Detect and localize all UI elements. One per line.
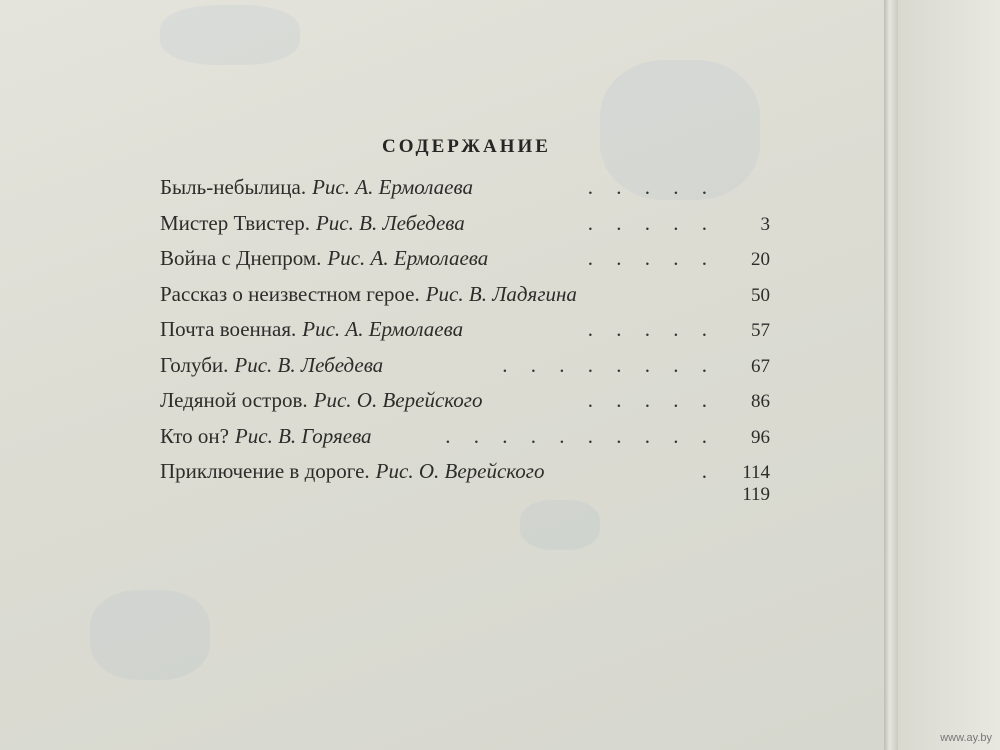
entry-page: 114 [742,462,770,483]
entry-page: 67 [751,355,770,377]
dot-leader: . . . . . . . . [502,352,716,377]
toc-entry [160,383,770,419]
dot-leader: . . . . . [587,388,716,412]
entry-page: 96 [751,426,770,448]
show-through-blot [520,500,600,550]
entry-page: 50 [751,284,770,306]
entry-illustrator: Рис. А. Ермолаева [312,175,473,199]
entry-title: Рассказ о неизвестном герое. [160,281,420,306]
entry-page: 119 [742,483,770,505]
toc-entry [160,206,770,242]
entry-title: Мистер Твистер. [160,210,310,235]
table-of-contents [160,168,770,505]
entry-illustrator: Рис. О. Верейского [313,388,483,412]
entry-page: 20 [751,249,770,270]
toc-entry [160,170,770,206]
page-edge [884,0,898,750]
toc-heading: СОДЕРЖАНИЕ [382,136,551,157]
entry-illustrator: Рис. А. Ермолаева [327,246,489,270]
entry-title: Голуби. [160,352,229,377]
entry-title: Ледяной остров. [160,388,308,412]
dot-leader: . . . . . [587,210,716,235]
entry-page: 86 [751,391,770,412]
toc-entry [160,348,770,384]
entry-illustrator: Рис. В. Лебедева [315,210,465,235]
entry-illustrator: Рис. А. Ермолаева [302,317,464,341]
watermark: www.ay.by [940,732,992,744]
dot-leader: . . . . . . . . . . [445,423,716,448]
show-through-blot [90,590,210,680]
toc-entry [160,312,770,348]
entry-illustrator: Рис. В. Ладягина [425,281,577,306]
entry-page: 57 [751,320,770,341]
adjacent-page [898,0,1000,750]
entry-title: Война с Днепром. [160,246,322,270]
toc-entry [160,419,770,455]
toc-entry [160,483,770,505]
dot-leader: . [701,459,716,483]
dot-leader: . . . . . [587,246,716,270]
entry-illustrator: Рис. В. Лебедева [234,352,384,377]
entry-page: 3 [760,213,770,235]
entry-illustrator: Рис. О. Верейского [375,459,545,483]
entry-title: Быль-небылица. [160,175,307,199]
entry-title: Кто он? [160,423,229,448]
toc-entry [160,454,770,490]
toc-entry [160,277,770,313]
entry-title: Почта военная. [160,317,297,341]
dot-leader: . . . . . [587,317,716,341]
dot-leader: . . . . . [587,175,716,199]
entry-illustrator: Рис. В. Горяева [234,423,372,448]
show-through-blot [160,5,300,65]
toc-entry [160,241,770,277]
entry-title: Приключение в дороге. [160,459,370,483]
